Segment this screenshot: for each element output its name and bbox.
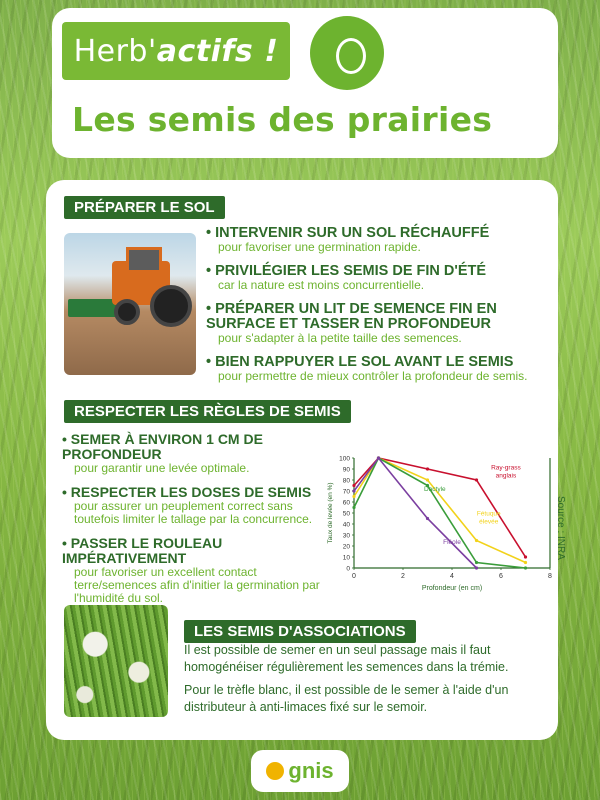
section-heading-preparer-sol: PRÉPARER LE SOL xyxy=(64,196,225,219)
bullet-subtitle: pour permettre de mieux contrôler la profondeur de semis. xyxy=(218,369,528,383)
associations-paragraph-2: Pour le trèfle blanc, il est possible de le semer à l'aide d'un distributeur à anti-limaces fixé sur le semoir. xyxy=(184,683,509,714)
data-point-1-0 xyxy=(352,495,355,498)
content-panel xyxy=(46,180,566,740)
series-label-2: Dactyle xyxy=(424,486,446,493)
bullet-title: • PASSER LE ROULEAU IMPÉRATIVEMENT xyxy=(62,536,324,566)
y-tick-label: 70 xyxy=(342,488,350,496)
bullet-title: • PRÉPARER UN LIT DE SEMENCE FIN EN SURFACE ET TASSER EN PROFONDEUR xyxy=(206,302,551,332)
y-tick-label: 30 xyxy=(342,532,350,540)
x-tick-label: 8 xyxy=(548,573,552,580)
data-point-2-0 xyxy=(352,506,355,509)
section-heading-associations: LES SEMIS D'ASSOCIATIONS xyxy=(184,620,416,643)
data-point-2-3 xyxy=(475,561,478,564)
brand-part1: Herb' xyxy=(73,33,157,69)
list-item xyxy=(62,536,324,605)
data-point-1-4 xyxy=(524,561,527,564)
x-tick-label: 4 xyxy=(450,573,454,580)
data-point-3-3 xyxy=(475,566,478,569)
data-point-0-4 xyxy=(524,555,527,558)
bullet-title: • SEMER À ENVIRON 1 CM DE PROFONDEUR xyxy=(62,432,324,462)
x-tick-label: 0 xyxy=(352,573,356,580)
gnis-dot-icon xyxy=(266,762,284,780)
data-point-2-4 xyxy=(524,566,527,569)
y-axis-label: Taux de levée (en %) xyxy=(327,482,334,544)
header-card xyxy=(52,8,558,158)
y-tick-label: 0 xyxy=(346,565,350,573)
tractor-rear-wheel-shape xyxy=(150,285,192,327)
data-point-1-3 xyxy=(475,539,478,542)
data-point-3-1 xyxy=(377,456,380,459)
emergence-depth-chart xyxy=(314,450,564,595)
bullet-subtitle: car la nature est moins concurrentielle. xyxy=(218,278,425,292)
list-item xyxy=(206,355,551,383)
data-point-0-2 xyxy=(426,467,429,470)
page-title: Les semis des prairies xyxy=(72,100,493,139)
series-label-1-line2: élevée xyxy=(479,518,499,526)
gnis-leaf-logo-icon xyxy=(310,16,384,90)
list-item xyxy=(62,485,324,526)
y-tick-label: 50 xyxy=(342,510,350,518)
tractor-photo xyxy=(64,233,196,375)
section-heading-regles-semis: RESPECTER LES RÈGLES DE SEMIS xyxy=(64,400,351,423)
bullet-subtitle: pour s'adapter à la petite taille des semences. xyxy=(218,331,462,345)
data-point-0-0 xyxy=(352,484,355,487)
y-tick-label: 90 xyxy=(342,466,350,474)
gnis-logo-text: gnis xyxy=(288,758,334,783)
list-item xyxy=(206,302,551,345)
data-point-0-3 xyxy=(475,478,478,481)
x-tick-label: 6 xyxy=(499,573,503,580)
gnis-footer-logo xyxy=(251,750,349,792)
associations-text xyxy=(184,642,544,722)
tractor-front-wheel-shape xyxy=(114,299,140,325)
x-tick-label: 2 xyxy=(401,573,405,580)
bullet-subtitle: pour favoriser une germination rapide. xyxy=(218,240,421,254)
section1-bullets xyxy=(206,226,551,393)
bullet-subtitle: pour assurer un peuplement correct sans toutefois limiter le tallage par la concurrence. xyxy=(74,499,313,526)
series-label-0: Ray-grass xyxy=(491,464,521,472)
tractor-cab-shape xyxy=(126,247,162,273)
y-tick-label: 40 xyxy=(342,521,350,529)
clover-photo xyxy=(64,605,168,717)
brand-banner xyxy=(62,22,290,80)
bullet-title: • BIEN RAPPUYER LE SOL AVANT LE SEMIS xyxy=(206,355,551,370)
bullet-title: • INTERVENIR SUR UN SOL RÉCHAUFFÉ xyxy=(206,226,551,241)
y-tick-label: 60 xyxy=(342,499,350,507)
bullet-title: • RESPECTER LES DOSES DE SEMIS xyxy=(62,485,324,500)
leaf-ring-icon xyxy=(336,38,366,74)
data-point-3-2 xyxy=(426,517,429,520)
y-tick-label: 100 xyxy=(339,455,350,463)
list-item xyxy=(206,264,551,292)
associations-paragraph-1: Il est possible de semer en un seul passage mais il faut homogénéiser régulièrement les semences dans la trémie. xyxy=(184,643,509,674)
series-label-3: Fléole xyxy=(443,538,461,546)
bullet-subtitle: pour favoriser un excellent contact terre/semences afin d'initier la germination par l'humidité du sol. xyxy=(74,565,320,605)
y-tick-label: 20 xyxy=(342,543,350,551)
section2-bullets xyxy=(62,432,324,615)
y-tick-label: 10 xyxy=(342,554,350,562)
list-item xyxy=(62,432,324,475)
bullet-subtitle: pour garantir une levée optimale. xyxy=(74,461,250,475)
list-item xyxy=(206,226,551,254)
series-label-1: Fétuque xyxy=(476,510,501,518)
series-label-0-line2: anglais xyxy=(495,472,517,480)
data-point-3-0 xyxy=(352,489,355,492)
y-tick-label: 80 xyxy=(342,477,350,485)
data-point-1-2 xyxy=(426,478,429,481)
chart-source: Source : INRA xyxy=(555,496,566,560)
brand-part2: actifs ! xyxy=(156,33,279,69)
bullet-title: • PRIVILÉGIER LES SEMIS DE FIN D'ÉTÉ xyxy=(206,264,551,279)
x-axis-label: Profondeur (en cm) xyxy=(421,585,483,592)
